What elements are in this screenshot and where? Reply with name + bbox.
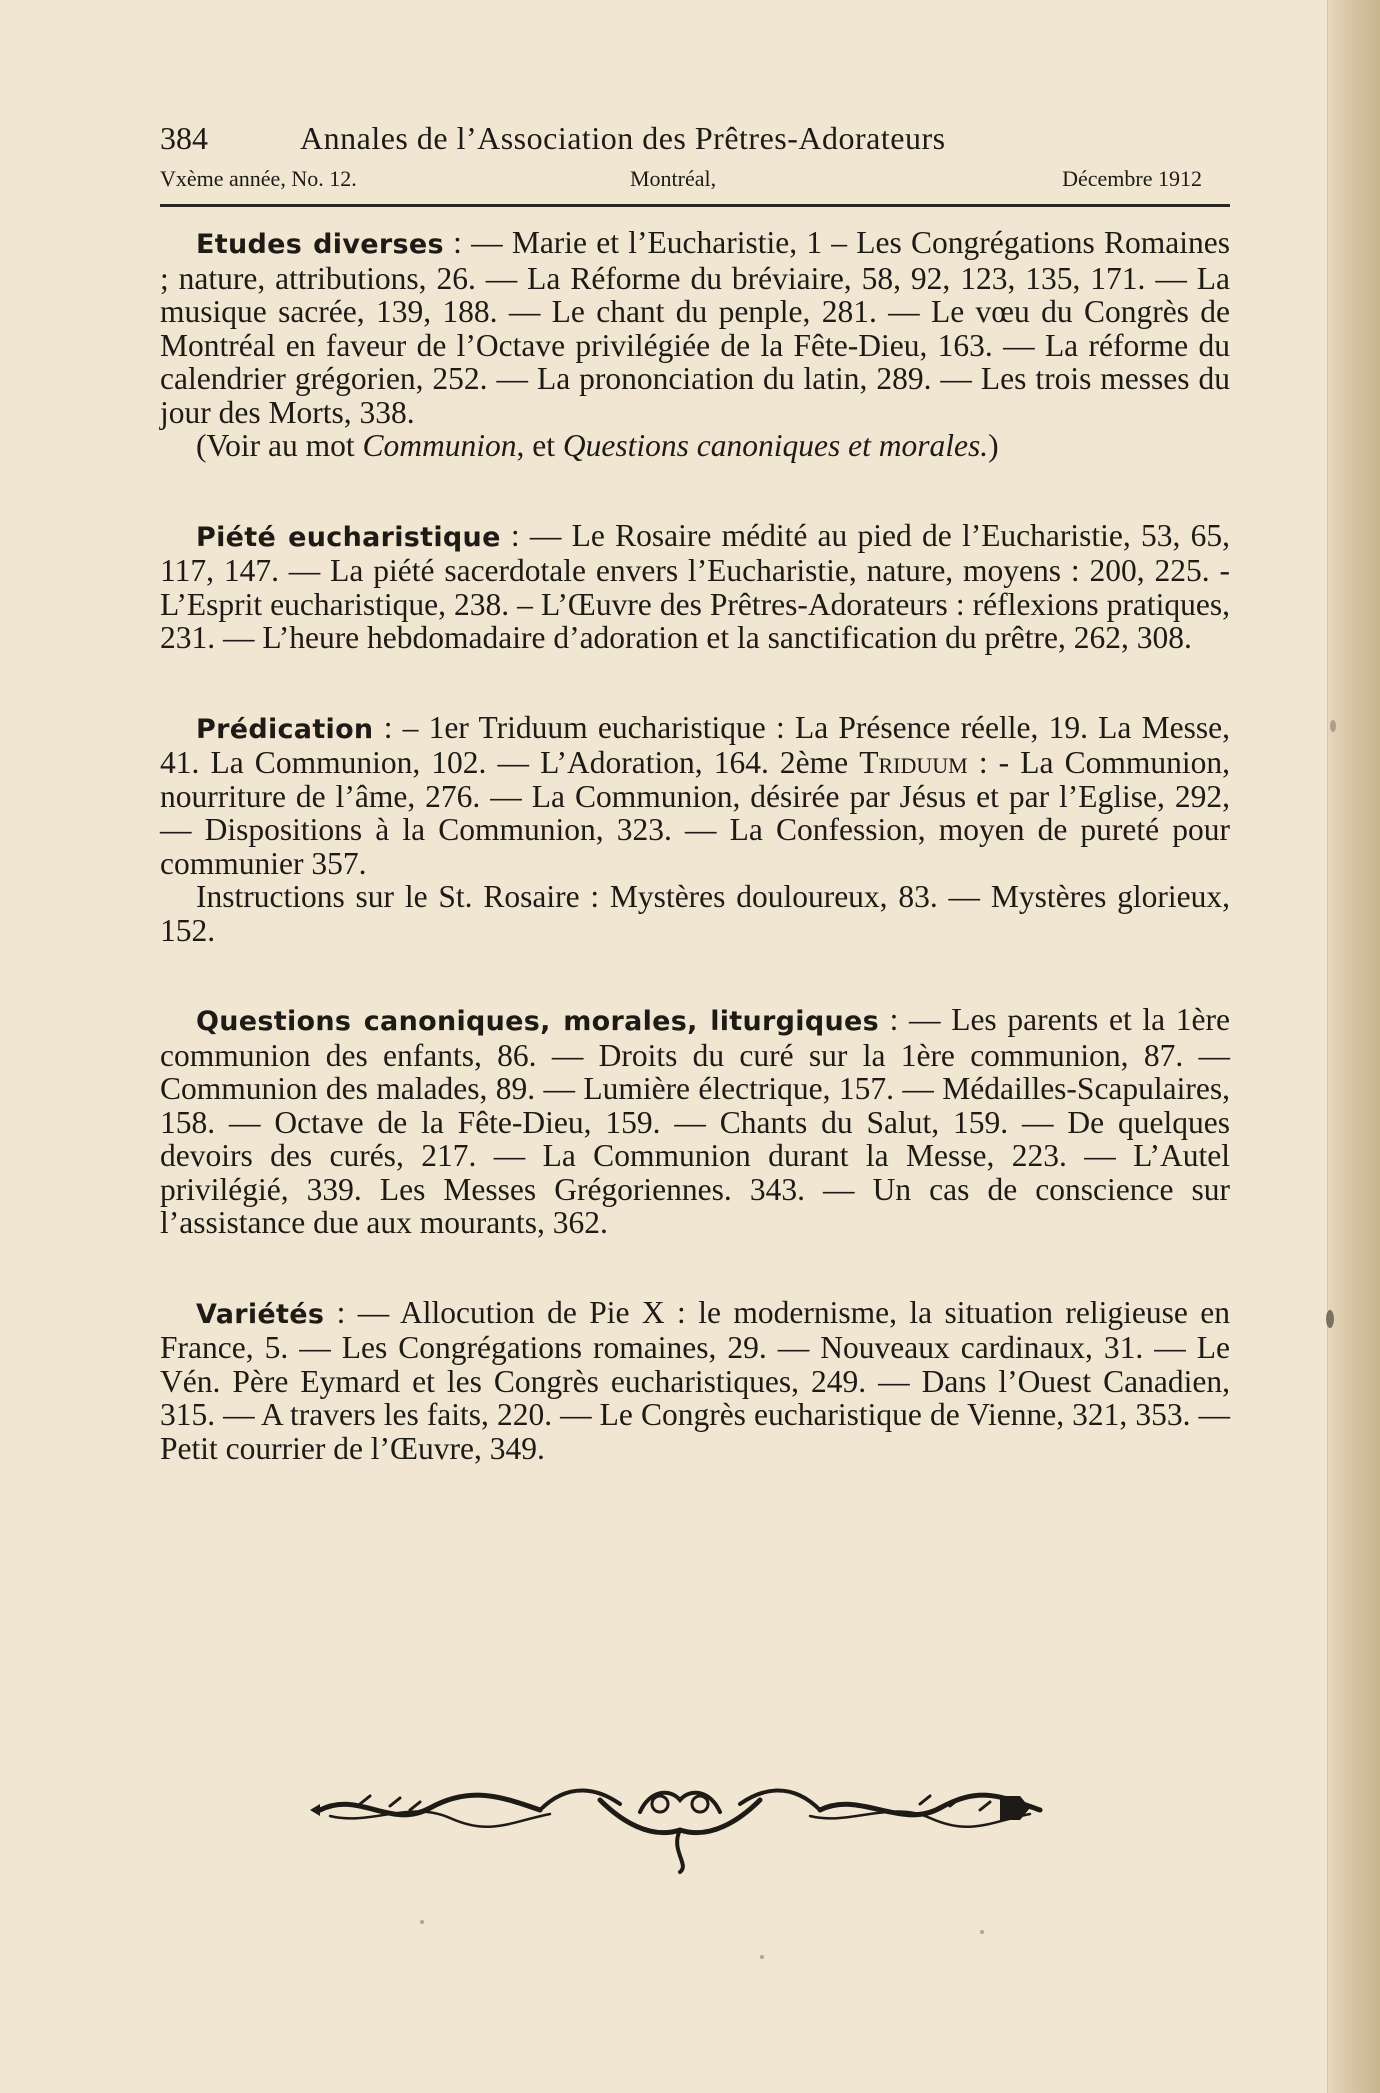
see-also-questions: Questions canoniques et morales. bbox=[562, 428, 989, 463]
journal-title: Annales de l’Association des Prêtres-Adorateurs bbox=[300, 120, 946, 156]
section-text: : — Les parents et la 1ère communion des enfants, 86. — Droits du curé sur la 1ère communion, 87. — Communion des malades, 89. — Lumière électrique, 157. — Médailles-Scapulaires, 158. — Octave de la Fête-Dieu, 159. — Chants du Salut, 159. — De quelques devoirs des curés, 217. — La Communion durant la Messe, 223. — L’Autel privilégié, 339. Les Messes Grégoriennes. 343. — Un cas de conscience sur l’assistance due aux mourants, 362. bbox=[160, 1002, 1230, 1240]
section-text: : — Marie et l’Eucharistie, 1 – Les Congrégations Romaines ; nature, attributions, 26. — La Réforme du bréviaire, 58, 92, 123, 135, 171. — La musique sacrée, 139, 188. — Le chant du penple, 281. — Le vœu du Congrès de Montréal en faveur de l’Octave privilégiée de la Fête-Dieu, 163. — La réforme du calendrier grégorien, 252. — La prononciation du latin, 289. — Les trois messes du jour des Morts, 338. bbox=[160, 225, 1230, 430]
paper-speck bbox=[1326, 1310, 1334, 1328]
section-etudes-diverses bbox=[160, 226, 1230, 429]
section-predication bbox=[160, 711, 1230, 881]
scroll-ornament-icon bbox=[300, 1760, 1060, 1880]
page-header bbox=[160, 120, 1230, 200]
publication-place: Montréal, bbox=[630, 166, 717, 191]
section-predication-rosaire: Instructions sur le St. Rosaire : Mystères douloureux, 83. — Mystères glorieux, 152. bbox=[160, 879, 1230, 948]
section-heading: Variétés bbox=[196, 1298, 325, 1330]
page-edge bbox=[1327, 0, 1380, 2093]
section-heading: Prédication bbox=[196, 713, 374, 745]
paper-speck bbox=[760, 1955, 764, 1959]
header-rule bbox=[160, 204, 1230, 207]
section-questions-canoniques bbox=[160, 1003, 1230, 1240]
section-text: : — Allocution de Pie X : le modernisme, la situation religieuse en France, 5. — Les Congrégations romaines, 29. — Nouveaux cardinaux, 31. — Le Vén. Père Eymard et les Congrès eucharistiques, 249. — Dans l’Ouest Canadien, 315. — A travers les faits, 220. — Le Congrès eucharistique de Vienne, 321, 353. — Petit courrier de l’Œuvre, 349. bbox=[160, 1294, 1230, 1466]
header-line-2 bbox=[160, 164, 1230, 200]
volume-info: Vxème année, No. 12. bbox=[160, 166, 357, 191]
section-heading: Etudes diverses bbox=[196, 229, 444, 260]
section-piete-eucharistique bbox=[160, 519, 1230, 655]
section-varietes bbox=[160, 1296, 1230, 1466]
paper-speck bbox=[420, 1920, 424, 1924]
section-heading: Questions canoniques, morales, liturgiques bbox=[196, 1006, 879, 1037]
see-also-communion: Communion bbox=[362, 428, 517, 463]
paper-speck bbox=[1330, 720, 1336, 732]
see-also-note: (Voir au mot Communion, et Questions canoniques et morales.) bbox=[196, 428, 999, 463]
section-text-continued: : - La Communion, nourriture de l’âme, 276. — La Communion, désirée par Jésus et par l’Eglise, 292, — Dispositions à la Communion, 323. — La Confession, moyen de pureté pour communier 357. bbox=[160, 745, 1231, 881]
section-heading: Piété eucharistique bbox=[196, 521, 501, 553]
header-line-1 bbox=[160, 120, 1230, 162]
section-text: : – 1er Triduum eucharistique : La Présence réelle, 19. La Messe, 41. La Communion, 102. — L’Adoration, 164. 2ème bbox=[160, 709, 1230, 780]
section-text: : — Le Rosaire médité au pied de l’Eucharistie, 53, 65, 117, 147. — La piété sacerdotale envers l’Eucharistie, nature, moyens : 200, 225. - L’Esprit eucharistique, 238. – L’Œuvre des Prêtres-Adorateurs : réflexions pratiques, 231. — L’heure hebdomadaire d’adoration et la sanctification du prêtre, 262, 308. bbox=[160, 517, 1230, 655]
index-content bbox=[160, 226, 1230, 1465]
triduum-label: Triduum bbox=[859, 745, 968, 780]
paper-speck bbox=[980, 1930, 984, 1934]
page-number: 384 bbox=[160, 120, 208, 156]
publication-date: Décembre 1912 bbox=[1062, 166, 1202, 191]
